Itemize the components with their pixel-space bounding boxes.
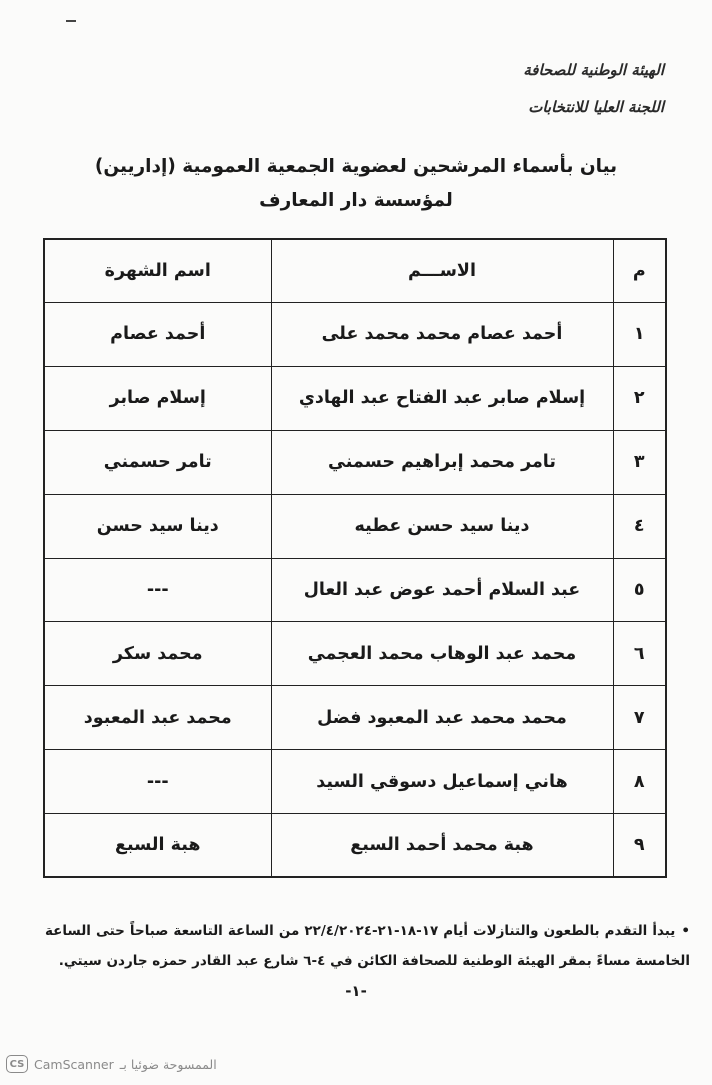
watermark-brand: CamScanner — [34, 1056, 114, 1072]
camscanner-watermark — [6, 1055, 217, 1073]
document-title — [60, 150, 652, 218]
row-name: تامر محمد إبراهيم حسمني — [271, 430, 613, 494]
table-row — [45, 494, 665, 558]
table-row — [45, 558, 665, 622]
row-number: ٩ — [613, 814, 665, 876]
letterhead-line-2: اللجنة العليا للانتخابات — [528, 98, 664, 116]
row-number: ٣ — [613, 430, 665, 494]
table-row — [45, 430, 665, 494]
footnote-text: يبدأ التقدم بالطعون والتنازلات أيام ١٧-١٨-٢١-٢٢/٤/٢٠٢٤ من الساعة التاسعة صباحاً حتى الساعة الخامسة مساءً بمقر الهيئة الوطنية للصحافة الكائن في ٤-٦ شارع عبد القادر حمزه جاردن سيتي. — [45, 923, 690, 969]
row-name: دينا سيد حسن عطيه — [271, 494, 613, 558]
row-name: عبد السلام أحمد عوض عبد العال — [271, 558, 613, 622]
watermark-prefix: الممسوحة ضوئيا بـ — [119, 1056, 217, 1072]
column-header-name: الاســـم — [271, 240, 613, 303]
camscanner-logo-icon: CS — [6, 1055, 28, 1073]
row-number: ١ — [613, 303, 665, 367]
row-name: محمد عبد الوهاب محمد العجمي — [271, 622, 613, 686]
table-row — [45, 303, 665, 367]
row-alias: محمد عبد المعبود — [45, 686, 271, 750]
title-line-2: لمؤسسة دار المعارف — [259, 190, 453, 211]
row-alias: محمد سكر — [45, 622, 271, 686]
column-header-num: م — [613, 240, 665, 303]
row-number: ٥ — [613, 558, 665, 622]
row-name: محمد محمد عبد المعبود فضل — [271, 686, 613, 750]
row-name: إسلام صابر عبد الفتاح عبد الهادي — [271, 366, 613, 430]
table-row — [45, 750, 665, 814]
row-alias: --- — [45, 750, 271, 814]
column-header-alias: اسم الشهرة — [45, 240, 271, 303]
candidates-table — [43, 238, 667, 878]
page-number: -١- — [345, 982, 367, 1000]
table-header-row — [45, 240, 665, 303]
footnote — [45, 916, 690, 976]
stray-mark — [66, 20, 76, 22]
letterhead-line-1: الهيئة الوطنية للصحافة — [523, 61, 664, 79]
row-alias: --- — [45, 558, 271, 622]
row-name: أحمد عصام محمد محمد على — [271, 303, 613, 367]
table-row — [45, 814, 665, 876]
letterhead — [444, 52, 664, 126]
row-alias: هبة السبع — [45, 814, 271, 876]
row-name: هاني إسماعيل دسوقي السيد — [271, 750, 613, 814]
row-number: ٢ — [613, 366, 665, 430]
title-line-1: بيان بأسماء المرشحين لعضوية الجمعية العمومية (إداريين) — [94, 156, 618, 177]
table-row — [45, 366, 665, 430]
table-row — [45, 622, 665, 686]
row-number: ٧ — [613, 686, 665, 750]
bullet-icon: • — [681, 923, 690, 939]
table-row — [45, 686, 665, 750]
row-number: ٤ — [613, 494, 665, 558]
row-alias: إسلام صابر — [45, 366, 271, 430]
row-number: ٨ — [613, 750, 665, 814]
row-alias: تامر حسمني — [45, 430, 271, 494]
row-number: ٦ — [613, 622, 665, 686]
row-alias: دينا سيد حسن — [45, 494, 271, 558]
row-alias: أحمد عصام — [45, 303, 271, 367]
row-name: هبة محمد أحمد السبع — [271, 814, 613, 876]
